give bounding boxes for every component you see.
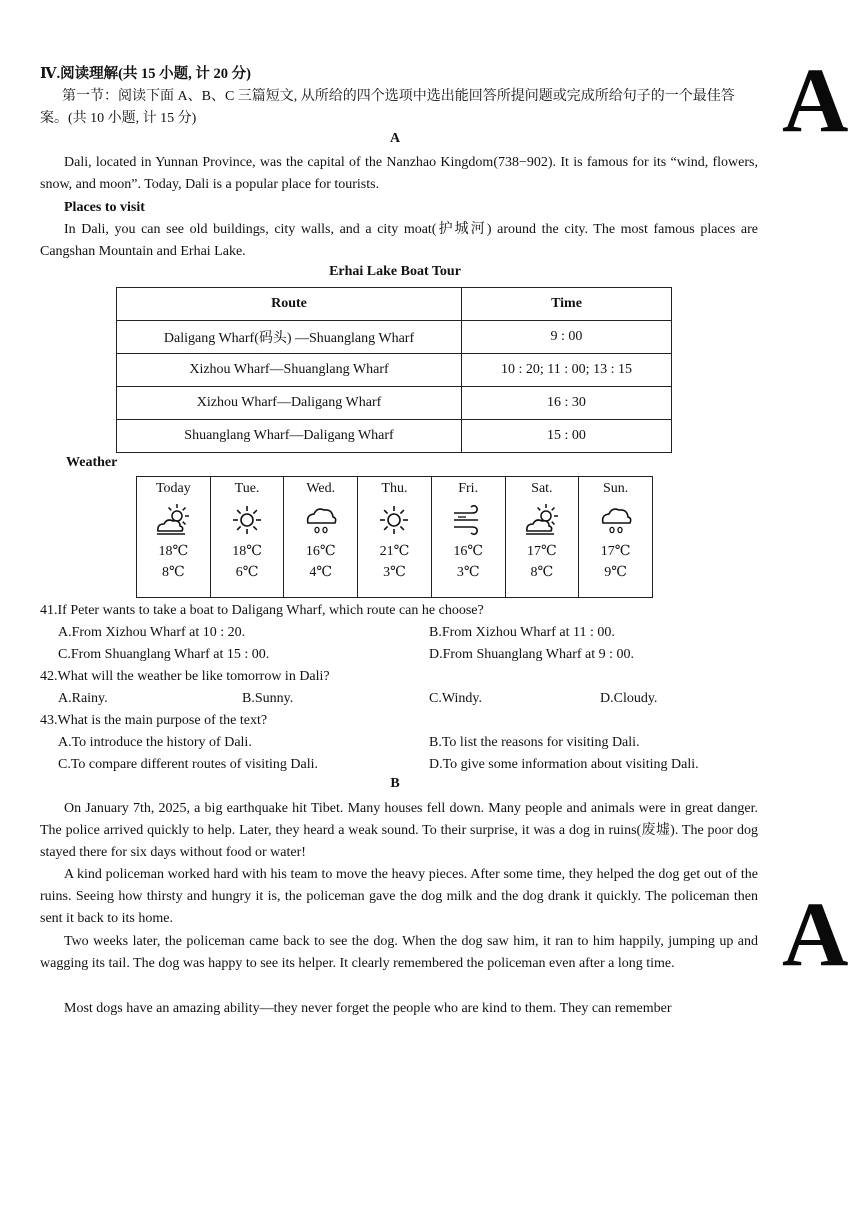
question-43: 43.What is the main purpose of the text?	[40, 713, 268, 728]
weather-low-temp: 3℃	[456, 565, 480, 580]
time-header: Time	[462, 288, 672, 321]
route-cell: Xizhou Wharf—Shuanglang Wharf	[117, 354, 462, 387]
passage-b-paragraph: A kind policeman worked hard with his team to move the heavy pieces. After some time, they helped the dog get out of the ruins. Seeing how thirsty and hungry it is, the policeman gave the dog milk and the dog drank it quickly. The policeman then sent it back to its home.	[40, 867, 758, 926]
q42-option-a: A.Rainy.	[58, 691, 108, 706]
q41-option-c: C.From Shuanglang Wharf at 15 : 00.	[58, 647, 270, 662]
weather-low-temp: 8℃	[530, 565, 554, 580]
q42-option-c: C.Windy.	[429, 691, 482, 706]
q42-option-b: B.Sunny.	[242, 691, 294, 706]
weather-low-temp: 6℃	[235, 565, 259, 580]
places-text: In Dali, you can see old buildings, city walls, and a city moat(护城河) around the city. The most famous places are Cangshan Mountain and Erhai Lake.	[40, 222, 758, 259]
q43-option-b: B.To list the reasons for visiting Dali.	[429, 735, 640, 750]
table-row	[117, 321, 672, 354]
boat-tour-table	[116, 287, 672, 453]
weather-heading: Weather	[66, 455, 118, 470]
weather-day-cell	[505, 477, 579, 598]
q43-option-a: A.To introduce the history of Dali.	[58, 735, 252, 750]
weather-high-temp: 18℃	[158, 544, 189, 559]
route-cell: Daligang Wharf(码头) —Shuanglang Wharf	[117, 321, 462, 354]
q41-option-d: D.From Shuanglang Wharf at 9 : 00.	[429, 647, 635, 662]
table-row	[117, 354, 672, 387]
partly-cloudy-icon	[506, 503, 579, 543]
table-row	[117, 387, 672, 420]
weather-high-temp: 17℃	[527, 544, 557, 559]
weather-low-temp: 9℃	[604, 565, 627, 580]
question-42: 42.What will the weather be like tomorrow in Dali?	[40, 669, 330, 684]
weather-day-cell	[358, 477, 432, 598]
time-cell: 9 : 00	[462, 321, 672, 354]
time-cell: 10 : 20; 11 : 00; 13 : 15	[462, 354, 672, 387]
passage-b-paragraph: Two weeks later, the policeman came back to see the dog. When the dog saw him, it ran to him happily, jumping up and wagging its tail. The dog was happy to see its helper. It clearly remembered the policeman even after a long time.	[40, 934, 758, 971]
weather-day-cell	[579, 477, 653, 598]
weather-high-temp: 16℃	[305, 544, 336, 559]
weather-day-label: Thu.	[381, 481, 408, 496]
weather-day-cell	[284, 477, 358, 598]
route-header: Route	[117, 288, 462, 321]
weather-day-label: Fri.	[458, 481, 479, 496]
places-heading: Places to visit	[64, 200, 145, 215]
q42-option-d: D.Cloudy.	[600, 691, 658, 706]
passage-b-paragraph: On January 7th, 2025, a big earthquake hit Tibet. Many houses fell down. Many people and animals were in great danger. The police arrived quickly to help. Later, they heard a weak sound. To their surprise, it was a dog in ruins(废墟). The poor dog stayed there for six days without food or water!	[40, 801, 758, 860]
q43-option-c: C.To compare different routes of visiting Dali.	[58, 757, 319, 772]
weather-high-temp: 17℃	[600, 544, 631, 559]
weather-day-cell	[431, 477, 505, 598]
weather-day-label: Sat.	[531, 481, 553, 496]
weather-low-temp: 4℃	[309, 565, 333, 580]
q41-option-a: A.From Xizhou Wharf at 10 : 20.	[58, 625, 246, 640]
margin-letter-a-top: A	[782, 49, 849, 151]
weather-day-label: Tue.	[234, 481, 260, 496]
time-cell: 15 : 00	[462, 420, 672, 453]
weather-high-temp: 18℃	[232, 544, 262, 559]
route-cell: Xizhou Wharf—Daligang Wharf	[117, 387, 462, 420]
section-instruction: 第一节：阅读下面 A、B、C 三篇短文, 从所给的四个选项中选出能回答所提问题或完成所给句子的一个最佳答案。(共 10 小题, 计 15 分)	[40, 89, 735, 126]
weather-low-temp: 8℃	[162, 565, 185, 580]
rainy-icon	[284, 503, 357, 543]
table-header-row	[117, 288, 672, 321]
margin-letter-a-middle: A	[782, 883, 849, 985]
weather-day-cell	[210, 477, 284, 598]
passage-b-paragraph: Most dogs have an amazing ability—they never forget the people who are kind to them. They can remember	[64, 1001, 672, 1016]
weather-forecast-table	[136, 476, 653, 598]
passage-a-intro: Dali, located in Yunnan Province, was the capital of the Nanzhao Kingdom(738−902). It is famous for its “wind, flowers, snow, and moon”. Today, Dali is a popular place for tourists.	[40, 155, 758, 192]
partly-cloudy-icon	[137, 503, 210, 543]
q41-option-b: B.From Xizhou Wharf at 11 : 00.	[429, 625, 615, 640]
q43-option-d: D.To give some information about visiting Dali.	[429, 757, 699, 772]
weather-day-cell	[137, 477, 211, 598]
section-title: Ⅳ.阅读理解(共 15 小题, 计 20 分)	[40, 66, 251, 82]
question-41: 41.If Peter wants to take a boat to Daligang Wharf, which route can he choose?	[40, 603, 484, 618]
weather-high-temp: 21℃	[379, 544, 410, 559]
boat-table-title: Erhai Lake Boat Tour	[329, 264, 461, 279]
weather-low-temp: 3℃	[383, 565, 406, 580]
passage-a-label: A	[389, 131, 401, 146]
time-cell: 16 : 30	[462, 387, 672, 420]
weather-day-label: Wed.	[306, 481, 336, 496]
rainy-icon	[579, 503, 652, 543]
weather-day-label: Today	[155, 481, 191, 496]
table-row	[117, 420, 672, 453]
windy-icon	[432, 503, 505, 543]
sunny-icon	[358, 503, 431, 543]
weather-high-temp: 16℃	[453, 544, 483, 559]
sunny-icon	[211, 503, 284, 543]
weather-row	[137, 477, 653, 598]
weather-day-label: Sun.	[602, 481, 629, 496]
route-cell: Shuanglang Wharf—Daligang Wharf	[117, 420, 462, 453]
passage-b-label: B	[390, 776, 400, 791]
